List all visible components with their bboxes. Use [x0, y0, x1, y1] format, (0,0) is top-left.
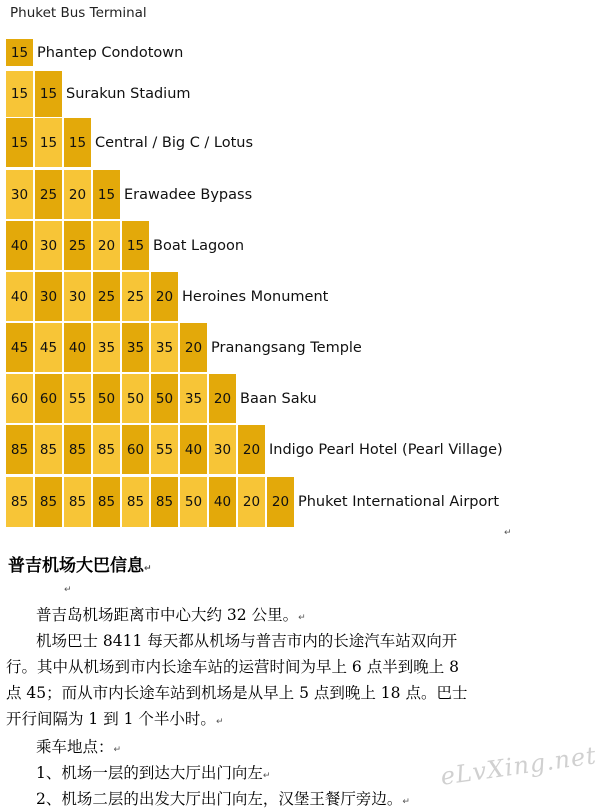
fare-cell: 85: [93, 477, 120, 527]
fare-cell: 45: [6, 323, 33, 372]
fare-cell: 60: [35, 374, 62, 423]
fare-cell: 40: [64, 323, 91, 372]
fare-cell: 40: [209, 477, 236, 527]
info-line: 1、机场一层的到达大厅出门向左↵: [36, 764, 271, 782]
fare-cell: 35: [180, 374, 207, 423]
fare-cell: 45: [35, 323, 62, 372]
fare-cell: 60: [6, 374, 33, 423]
stop-name: Surakun Stadium: [66, 86, 191, 102]
fare-cell: 25: [64, 221, 91, 270]
fare-cell: 15: [6, 118, 33, 167]
fare-cell: 40: [6, 272, 33, 321]
fare-cell: 20: [180, 323, 207, 372]
fare-cell: 55: [151, 425, 178, 474]
terminal-title: Phuket Bus Terminal: [10, 5, 147, 21]
fare-row: [6, 272, 328, 321]
paragraph-mark-icon: ↵: [113, 745, 122, 755]
fare-cell: 20: [64, 170, 91, 219]
fare-cell: 25: [122, 272, 149, 321]
fare-cell: 50: [122, 374, 149, 423]
fare-cell: 40: [180, 425, 207, 474]
fare-row: [6, 425, 503, 474]
fare-cell: 60: [122, 425, 149, 474]
fare-cell: 85: [64, 477, 91, 527]
info-line: 机场巴士 8411 每天都从机场与普吉市内的长途汽车站双向开: [36, 632, 458, 650]
stop-name: Boat Lagoon: [153, 237, 245, 254]
fare-cell: 50: [151, 374, 178, 423]
fare-cell: 20: [151, 272, 178, 321]
stop-name: Heroines Monument: [182, 288, 329, 305]
fare-cell: 15: [35, 71, 62, 117]
fare-cell: 15: [122, 221, 149, 270]
fare-cell: 35: [122, 323, 149, 372]
fare-cell: 20: [238, 477, 265, 527]
fare-cell: 20: [267, 477, 294, 527]
paragraph-mark-icon: ↵: [144, 564, 152, 574]
fare-row: [6, 170, 252, 219]
fare-cell: 85: [93, 425, 120, 474]
info-line: 开行间隔为 1 到 1 个半小时。↵: [6, 710, 224, 728]
fare-cell: 15: [64, 118, 91, 167]
fare-row: [6, 118, 253, 167]
fare-cell: 15: [35, 118, 62, 167]
fare-cell: 50: [93, 374, 120, 423]
paragraph-mark-icon: ↵: [504, 528, 512, 538]
stop-name: Central / Big C / Lotus: [95, 134, 254, 151]
fare-cell: 50: [180, 477, 207, 527]
fare-cell: 85: [122, 477, 149, 527]
info-line: 行。其中从机场到市内长途车站的运营时间为早上 6 点半到晚上 8: [6, 658, 460, 676]
fare-cell: 30: [6, 170, 33, 219]
paragraph-mark-icon: ↵: [262, 771, 271, 781]
stop-name: Baan Saku: [240, 390, 317, 407]
fare-row: [6, 477, 499, 527]
paragraph-mark-icon: ↵: [298, 613, 306, 623]
stop-name: Indigo Pearl Hotel (Pearl Village): [269, 441, 503, 458]
fare-cell: 15: [93, 170, 120, 219]
fare-cell: 25: [93, 272, 120, 321]
stop-name: Phuket International Airport: [298, 494, 500, 510]
fare-cell: 30: [35, 272, 62, 321]
fare-cell: 20: [93, 221, 120, 270]
fare-cell: 85: [6, 477, 33, 527]
fare-cell: 85: [6, 425, 33, 474]
fare-cell: 40: [6, 221, 33, 270]
fare-cell: 85: [64, 425, 91, 474]
fare-cell: 85: [35, 477, 62, 527]
fare-cell: 25: [35, 170, 62, 219]
fare-cell: 30: [209, 425, 236, 474]
fare-cell: 15: [6, 39, 33, 66]
info-line: 乘车地点：↵: [36, 738, 122, 756]
fare-cell: 30: [35, 221, 62, 270]
stop-name: Pranangsang Temple: [211, 339, 362, 356]
fare-cell: 30: [64, 272, 91, 321]
paragraph-mark-icon: ↵: [64, 585, 72, 595]
fare-row: [6, 39, 183, 66]
watermark: eLvXing.net: [438, 741, 598, 791]
stop-name: Phantep Condotown: [37, 44, 184, 61]
fare-cell: 55: [64, 374, 91, 423]
stop-name: Erawadee Bypass: [124, 186, 253, 203]
info-line: 点 45；而从市内长途车站到机场是从早上 5 点到晚上 18 点。巴士: [6, 684, 468, 702]
fare-cell: 35: [151, 323, 178, 372]
paragraph-mark-icon: ↵: [402, 797, 410, 807]
fare-cell: 20: [238, 425, 265, 474]
info-line: 2、机场二层的出发大厅出门向左，汉堡王餐厅旁边。↵: [36, 790, 410, 808]
info-title: 普吉机场大巴信息↵: [8, 556, 152, 576]
fare-row: [6, 221, 244, 270]
info-line: 普吉岛机场距离市中心大约 32 公里。↵: [36, 606, 306, 624]
fare-cell: 15: [6, 71, 33, 117]
fare-row: [6, 71, 191, 117]
fare-cell: 35: [93, 323, 120, 372]
paragraph-mark-icon: ↵: [215, 717, 224, 727]
fare-row: [6, 323, 362, 372]
fare-cell: 85: [35, 425, 62, 474]
fare-cell: 20: [209, 374, 236, 423]
fare-cell: 85: [151, 477, 178, 527]
fare-row: [6, 374, 317, 423]
